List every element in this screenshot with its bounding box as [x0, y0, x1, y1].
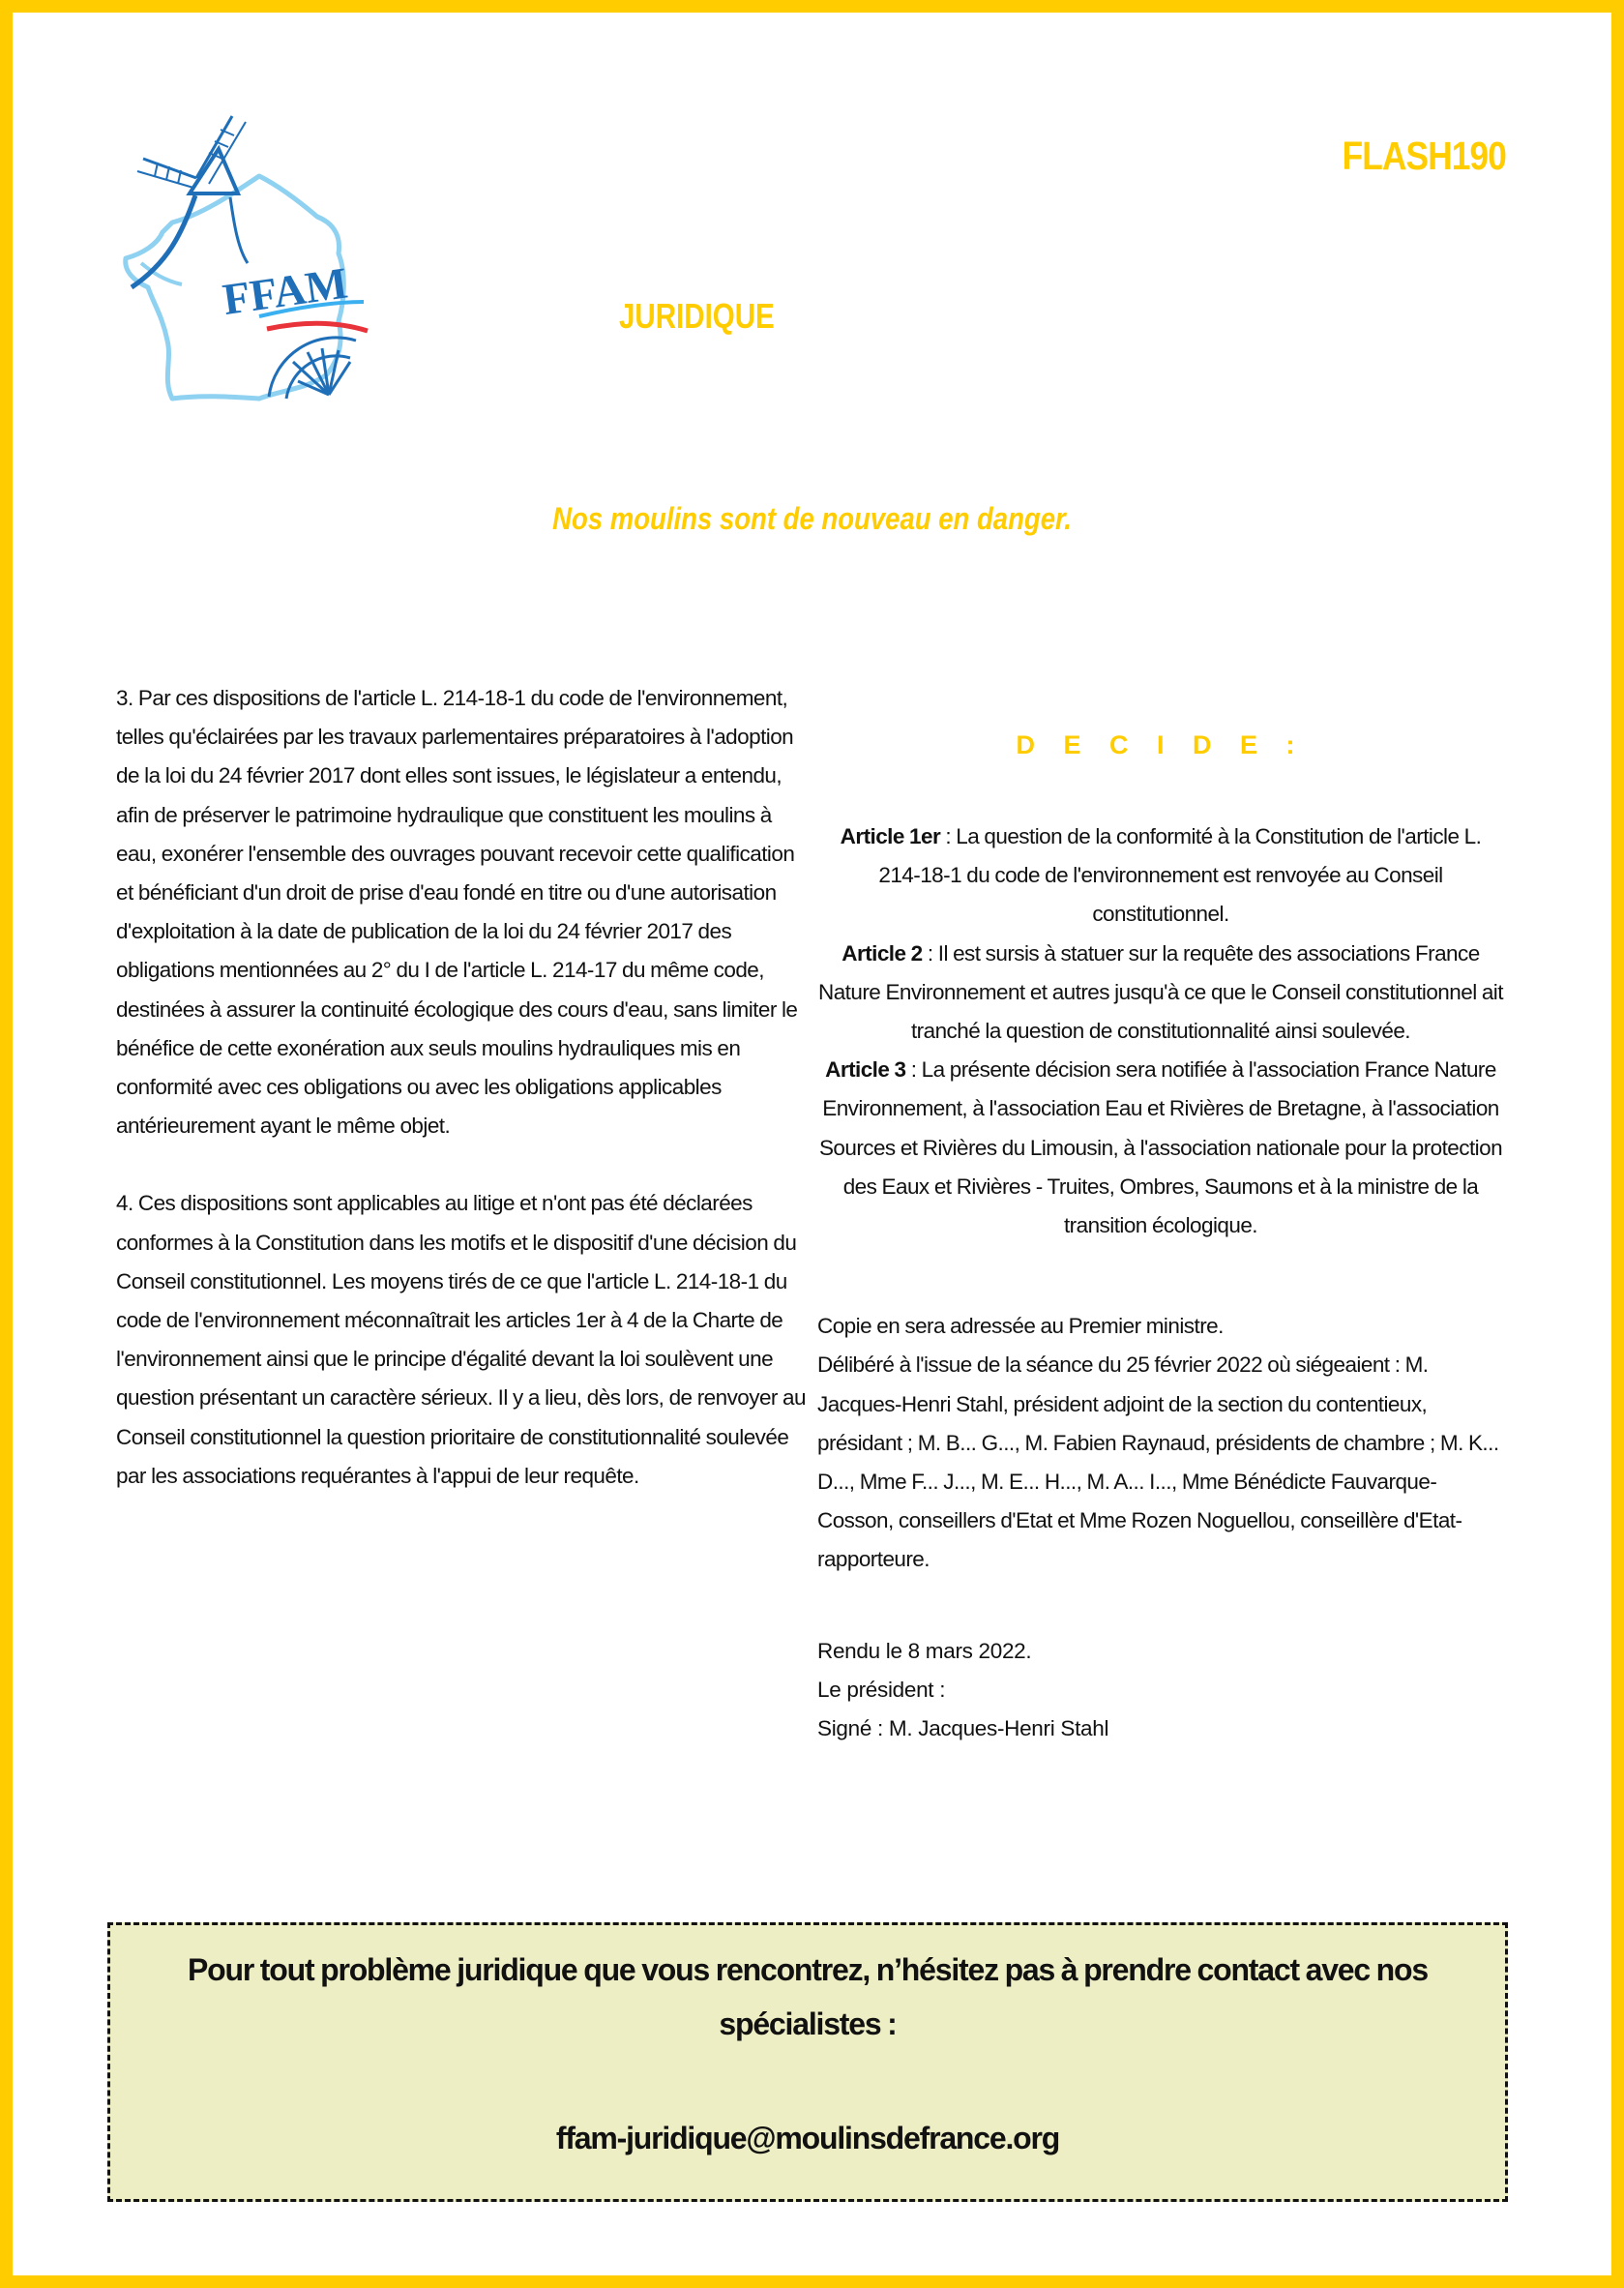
- flash-code: FLASH190: [1342, 134, 1506, 178]
- president-label: Le président :: [817, 1677, 946, 1702]
- article-text: : La question de la conformité à la Constitution de l'article L. 214-18-1 du code de l'environnement est renvoyée au Conseil constitutionnel.: [878, 824, 1482, 927]
- signed-line: Signé : M. Jacques-Henri Stahl: [817, 1716, 1109, 1741]
- rendered-date: Rendu le 8 mars 2022.: [817, 1638, 1032, 1663]
- deliberation-text: Délibéré à l'issue de la séance du 25 février 2022 où siégeaient : M. Jacques-Henri Stahl, président adjoint de la section du contentieux, présidant ; M. B... G..., M. Fabien Raynaud, présidents de chambre ; M. K... D..., Mme F... J..., M. E... H..., M. A... I..., Mme Bénédicte Fauvarque-Cosson, conseillers d'Etat et Mme Rozen Noguellou, conseillère d'Etat-rapporteure.: [817, 1352, 1499, 1572]
- article-label: Article 3: [825, 1057, 906, 1083]
- contact-box: [107, 1922, 1508, 2202]
- decide-title: D E C I D E :: [1016, 730, 1306, 759]
- logo-text: FFAM: [220, 257, 351, 325]
- paragraph-3: 3. Par ces dispositions de l'article L. 214-18-1 du code de l'environnement, telles qu'éclairées par les travaux parlementaires préparatoires à l'adoption de la loi du 24 février 2017 dont elles sont issues, le législateur a entendu, afin de préserver le patrimoine hydraulique que constituent les moulins à eau, exonérer l'ensemble des ouvrages pouvant recevoir cette qualification et bénéficiant d'un droit de prise d'eau fondé en titre ou d'une autorisation d'exploitation à la date de publication de la loi du 24 février 2017 des obligations mentionnées au 2° du I de l'article L. 214-17 du même code, destinées à assurer la continuité écologique des cours d'eau, sans limiter le bénéfice de cette exonération aux seuls moulins hydrauliques mis en conformité avec ces obligations ou avec les obligations applicables antérieurement ayant le même objet.: [116, 686, 798, 1139]
- section-title: JURIDIQUE: [619, 296, 775, 336]
- contact-email-link[interactable]: ffam-juridique@moulinsdefrance.org: [555, 2121, 1060, 2155]
- right-column: [817, 721, 1504, 1748]
- article-1: [817, 817, 1504, 935]
- article-label: Article 2: [842, 940, 923, 966]
- article-2: [817, 935, 1504, 1052]
- ffam-logo: [114, 108, 373, 408]
- signature-block: [817, 1632, 1504, 1749]
- copy-line: Copie en sera adressée au Premier ministre.: [817, 1314, 1224, 1339]
- article-text: : Il est sursis à statuer sur la requête des associations France Nature Environnement et autres jusqu'à ce que le Conseil constitutionnel ait tranché la question de constitutionnalité ainsi soulevée.: [818, 940, 1503, 1044]
- paragraph-4: 4. Ces dispositions sont applicables au litige et n'ont pas été déclarées conformes à la Constitution dans les motifs et le dispositif d'une décision du Conseil constitutionnel. Les moyens tirés de ce que l'article L. 214-18-1 du code de l'environnement méconnaîtrait les articles 1er à 4 de la Charte de l'environnement ainsi que le principe d'égalité devant la loi soulèvent une question présentant un caractère sérieux. Il y a lieu, dès lors, de renvoyer au Conseil constitutionnel la question prioritaire de constitutionnalité soulevée par les associations requérantes à l'appui de leur requête.: [116, 1191, 806, 1488]
- article-3: [817, 1051, 1504, 1245]
- left-column: [116, 679, 812, 1534]
- deliberation-block: [817, 1307, 1504, 1579]
- contact-message: Pour tout problème juridique que vous rencontrez, n’hésitez pas à prendre contact avec nos spécialistes :: [188, 1952, 1428, 2041]
- article-text: : La présente décision sera notifiée à l'association France Nature Environnement, à l'association Eau et Rivières de Bretagne, à l'association Sources et Rivières du Limousin, à l'association nationale pour la protection des Eaux et Rivières - Truites, Ombres, Saumons et à la ministre de la transition écologique.: [818, 1057, 1503, 1238]
- headline: Nos moulins sont de nouveau en danger.: [552, 501, 1072, 536]
- article-label: Article 1er: [840, 824, 941, 848]
